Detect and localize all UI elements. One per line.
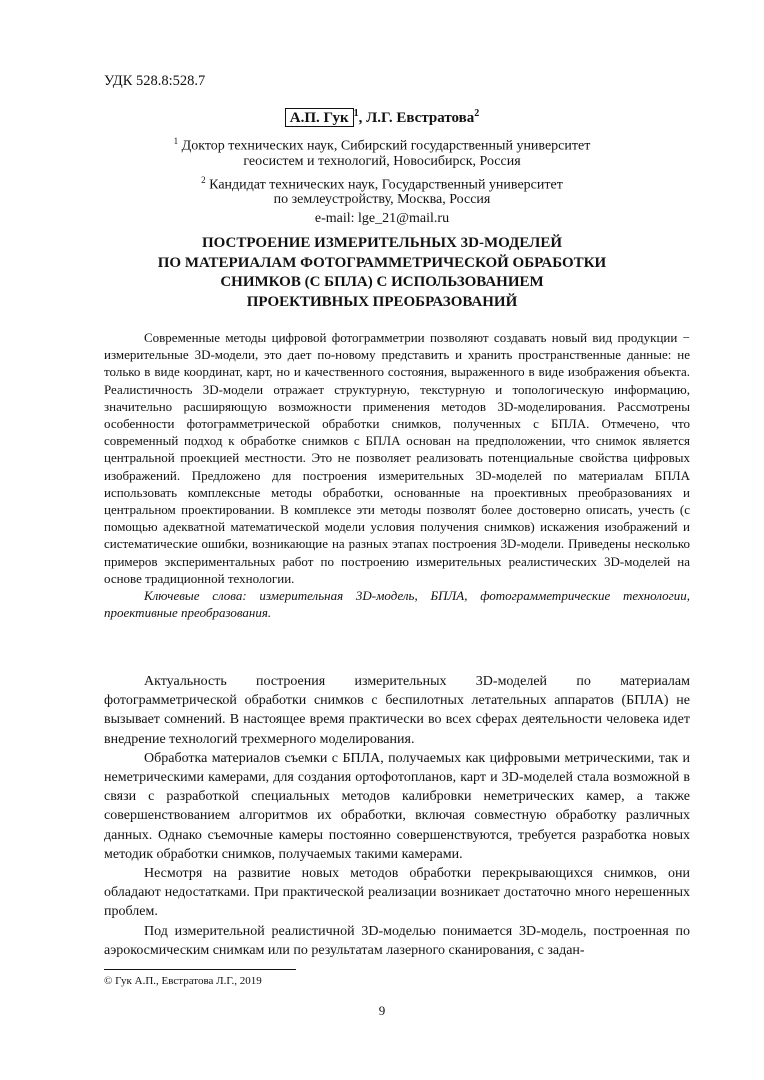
affiliation-sup-1: 1: [173, 136, 179, 146]
title-line: ПО МАТЕРИАЛАМ ФОТОГРАММЕТРИЧЕСКОЙ ОБРАБОТКИ: [157, 254, 607, 271]
affiliation-email: [0, 209, 764, 228]
email-text: e-mail: lge_21@mail.ru: [314, 211, 450, 226]
title-line: СНИМКОВ (С БПЛА) С ИСПОЛЬЗОВАНИЕМ: [220, 274, 544, 290]
authors-line: [0, 108, 764, 127]
page-number: 9: [378, 1003, 386, 1018]
title-line: ПОСТРОЕНИЕ ИЗМЕРИТЕЛЬНЫХ 3D-МОДЕЛЕЙ: [201, 235, 563, 251]
affiliation-sup-2: 2: [201, 175, 206, 185]
affiliation-text-3: Кандидат технических наук, Государственный университет: [209, 177, 563, 193]
footnote-divider: [104, 969, 296, 970]
keywords: Ключевые слова: измерительная 3D-модель, БПЛА, фотограмметрические технологии, проективные преобразования.: [104, 588, 690, 621]
abstract-text: Современные методы цифровой фотограмметрии позволяют создавать новый вид продукции − измерительные 3D-модели, это дает по-новому представить и хранить пространственные данные: не только в виде координат, карт, но и качественного состояния, выраженного в виде изображения объекта. Реалистичность 3D-модели отражает структурную, текстурную и топологическую информацию, значительно расширяющую возможности применения методов 3D-моделирования. Рассмотрены особенности фотограмметрической обработки снимков, полученных с БПЛА. Отмечено, что современный подход к обработке снимков с БПЛА основан на предположении, что снимок является центральной проекцией местности. Это не позволяет реализовать потенциальные свойства цифровых изображений. Предложено для построения измерительных 3D-моделей по материалам БПЛА использовать комплексные методы обработки, основанные на проективных преобразованиях и центральном проектировании. В комплексе эти методы позволят более достоверно описать, учесть (с помощью адекватной математической модели условия получения снимков) искажения изображений и систематические ошибки, возникающие на разных этапах построения 3D-модели. Приведены несколько примеров экспериментальных работ по построению измерительных реалистических 3D-моделей на основе традиционной технологии.: [104, 330, 690, 586]
author-separator: ,: [358, 110, 367, 126]
paragraph: Обработка материалов съемки с БПЛА, получаемых как цифровыми метрическими, так и неметрическими камерами, для создания ортофотопланов, карт и 3D-моделей стала возможной в связи с разработкой специальных методов калибровки неметрических камер, а также совершенствованием алгоритмов их обработки, включая совместную обработку различных данных. Однако съемочные камеры постоянно совершенствуются, требуется разработка новых методик обработки снимков, получаемых такими камерами.: [104, 750, 690, 862]
author-1-sup: 1: [353, 108, 359, 119]
abstract: [104, 329, 690, 621]
affiliation-text-4: по землеустройству, Москва, Россия: [273, 192, 491, 207]
affiliation-line-2: [0, 152, 764, 171]
affiliation-text-1: Доктор технических наук, Сибирский государственный университет: [181, 138, 591, 154]
author-2-sup: 2: [474, 108, 480, 119]
affiliation-line-4: [0, 190, 764, 209]
paragraph: Под измерительной реалистичной 3D-моделью понимается 3D-модель, построенная по аэрокосмическим снимкам или по результатам лазерного сканирования, с задан-: [104, 923, 690, 958]
body-text: [104, 672, 690, 960]
copyright-footnote: © Гук А.П., Евстратова Л.Г., 2019: [104, 975, 262, 987]
udk-code: УДК 528.8:528.7: [104, 73, 206, 89]
author-1-name: А.П. Гук: [289, 110, 349, 126]
author-1-boxed: [285, 108, 354, 127]
paragraph: Несмотря на развитие новых методов обработки перекрывающихся снимков, они обладают недостатками. При практической реализации возникает достаточно много нерешенных проблем.: [104, 866, 690, 920]
title-line: ПРОЕКТИВНЫХ ПРЕОБРАЗОВАНИЙ: [246, 293, 518, 310]
author-2-name: Л.Г. Евстратова: [366, 110, 475, 126]
paragraph: Актуальность построения измерительных 3D-моделей по материалам фотограмметрической обработки снимков с беспилотных летательных аппаратов (БПЛА) не вызывает сомнений. В настоящее время практически во всех сферах деятельности человека идет внедрение технологий трехмерного моделирования.: [104, 674, 690, 747]
affiliation-text-2: геосистем и технологий, Новосибирск, Россия: [243, 154, 521, 169]
paper-title: [0, 234, 764, 312]
